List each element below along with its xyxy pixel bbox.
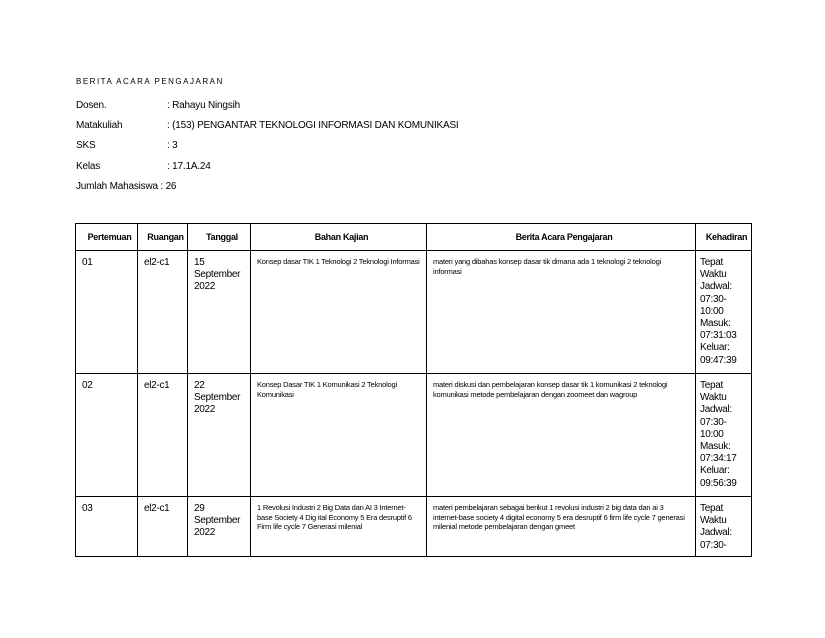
kehadiran-line: Waktu: [700, 515, 727, 527]
kehadiran-line: Tepat: [700, 257, 723, 268]
cell-ruangan: el2-c1: [138, 251, 188, 374]
table-row: [76, 374, 752, 497]
cell-berita-acara: materi pembelajaran sebagai berikut 1 revolusi industri 2 big data dan ai 3 internet-base society 4 digital economy 5 era desruptif 6 firm life cycle 7 generasi milenial metode pembelajaran dengan gmeet: [427, 497, 696, 557]
kehadiran-line: 09:56:39: [700, 477, 737, 489]
attendance-table: [75, 223, 752, 557]
kehadiran-line: Jadwal:: [700, 404, 732, 416]
field-value: : 17.1A.24: [167, 161, 211, 172]
kehadiran-line: 07:30-: [700, 293, 727, 305]
kehadiran-line: 09:47:39: [700, 354, 737, 366]
field-label: Matakuliah: [76, 120, 123, 131]
kehadiran-line: Tepat: [700, 380, 723, 391]
cell-berita-acara: materi yang dibahas konsep dasar tik dimana ada 1 teknologi 2 teknologi informasi: [427, 251, 696, 374]
kehadiran-line: Tepat: [700, 503, 723, 514]
cell-kehadiran: [696, 374, 752, 497]
field-value: : 3: [167, 140, 178, 151]
field-label: Dosen.: [76, 100, 107, 111]
document-title: BERITA ACARA PENGAJARAN: [76, 77, 224, 86]
header-pertemuan: Pertemuan: [76, 224, 138, 251]
cell-kehadiran: [696, 497, 752, 557]
field-value: : (153) PENGANTAR TEKNOLOGI INFORMASI DAN KOMUNIKASI: [167, 120, 459, 131]
kehadiran-line: Jadwal:: [700, 527, 732, 539]
cell-kehadiran: [696, 251, 752, 374]
kehadiran-line: Keluar:: [700, 465, 730, 477]
kehadiran-line: Masuk:: [700, 318, 731, 330]
kehadiran-line: Keluar:: [700, 342, 730, 354]
header-ruangan: Ruangan: [138, 224, 188, 251]
kehadiran-line: 10:00: [700, 305, 724, 317]
cell-tanggal: 29 September 2022: [188, 497, 251, 557]
kehadiran-line: 10:00: [700, 428, 724, 440]
header-kehadiran: Kehadiran: [696, 224, 752, 251]
kehadiran-line: Jadwal:: [700, 281, 732, 293]
table-header-row: [76, 224, 752, 251]
kehadiran-line: 07:31:03: [700, 330, 737, 342]
kehadiran-line: Masuk:: [700, 441, 731, 453]
cell-pertemuan: 03: [76, 497, 138, 557]
jumlah-mahasiswa-text: Jumlah Mahasiswa : 26: [76, 181, 177, 192]
cell-pertemuan: 01: [76, 251, 138, 374]
table-row: [76, 497, 752, 557]
cell-ruangan: el2-c1: [138, 497, 188, 557]
kehadiran-line: 07:30-: [700, 416, 727, 428]
cell-pertemuan: 02: [76, 374, 138, 497]
cell-ruangan: el2-c1: [138, 374, 188, 497]
cell-tanggal: 15 September 2022: [188, 251, 251, 374]
kehadiran-line: Waktu: [700, 269, 727, 281]
cell-berita-acara: materi diskusi dan pembelajaran konsep dasar tik 1 komunikasi 2 teknologi komunikasi metode pembelajaran dengan zoomeet dan wagroup: [427, 374, 696, 497]
header-bahan-kajian: Bahan Kajian: [251, 224, 427, 251]
table-row: [76, 251, 752, 374]
cell-bahan-kajian: 1 Revolusi Industri 2 Big Data dan AI 3 Internet-base Society 4 Dig ital Economy 5 Era desruptif 6 Firm life cycle 7 Generasi milenial: [251, 497, 427, 557]
header-tanggal: Tanggal: [188, 224, 251, 251]
field-label: Kelas: [76, 161, 101, 172]
field-value: : Rahayu Ningsih: [167, 100, 240, 111]
kehadiran-line: 07:30-: [700, 539, 727, 551]
cell-bahan-kajian: Konsep dasar TIK 1 Teknologi 2 Teknologi Informasi: [251, 251, 427, 374]
kehadiran-line: 07:34:17: [700, 453, 737, 465]
kehadiran-line: Waktu: [700, 392, 727, 404]
header-berita-acara: Berita Acara Pengajaran: [427, 224, 696, 251]
cell-tanggal: 22 September 2022: [188, 374, 251, 497]
field-label: SKS: [76, 140, 96, 151]
cell-bahan-kajian: Konsep Dasar TIK 1 Komunikasi 2 Teknologi Komunikasi: [251, 374, 427, 497]
